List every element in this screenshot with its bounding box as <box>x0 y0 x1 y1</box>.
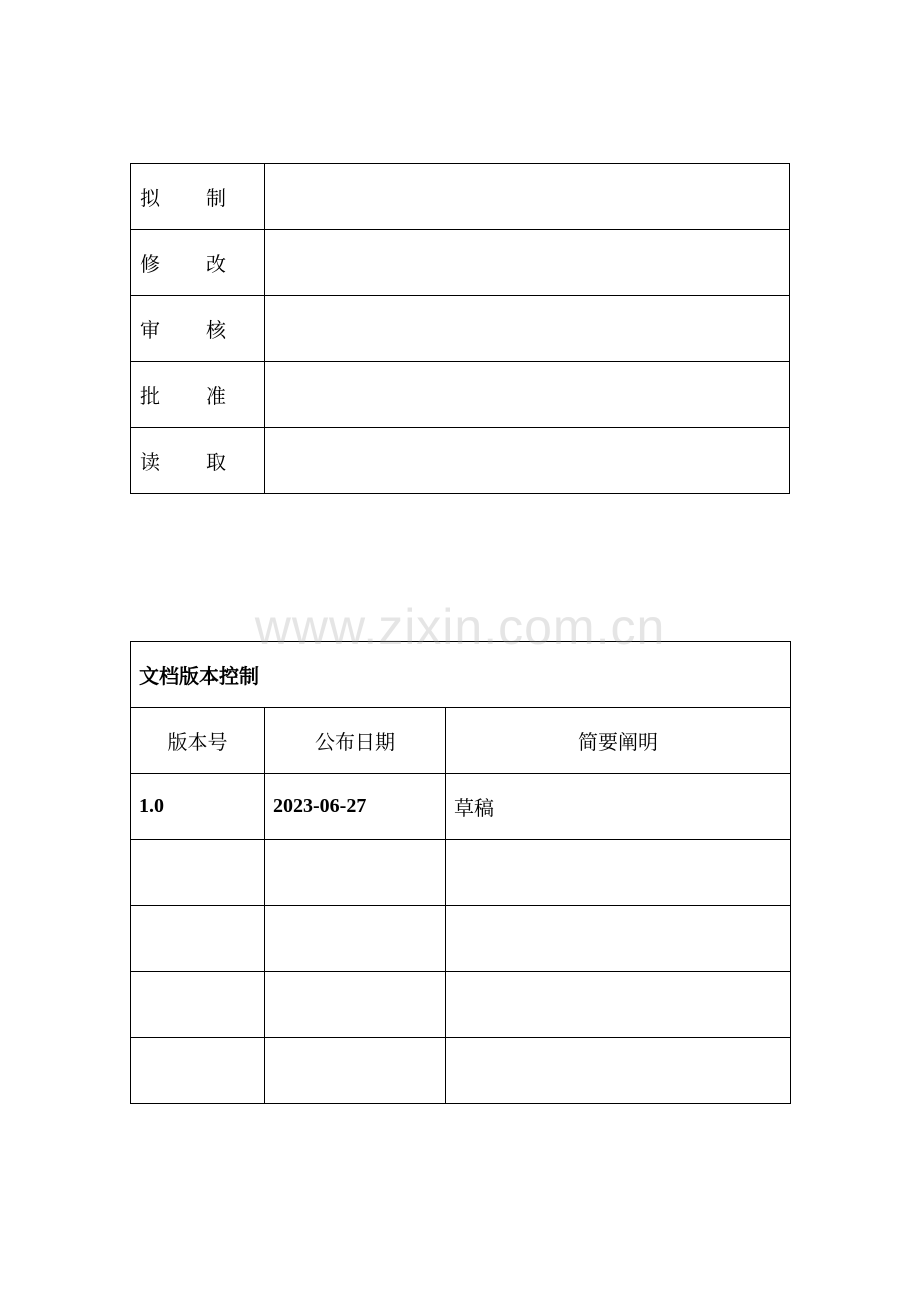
approval-table <box>130 163 790 494</box>
table-row <box>131 774 791 840</box>
role-value-cell <box>265 230 790 296</box>
version-cell <box>131 1038 265 1104</box>
watermark: www.zixin.com.cn <box>254 599 666 655</box>
role-label-cell <box>131 428 265 494</box>
version-table-title: 文档版本控制 <box>131 642 791 708</box>
header-date: 公布日期 <box>265 708 446 774</box>
date-cell <box>265 1038 446 1104</box>
role-value-cell <box>265 362 790 428</box>
role-value-cell <box>265 428 790 494</box>
approval-row <box>131 164 790 230</box>
approval-row <box>131 296 790 362</box>
version-table-title-row <box>131 642 791 708</box>
table-row <box>131 1038 791 1104</box>
role-char: 改 <box>206 252 226 276</box>
role-char: 审 <box>140 318 160 342</box>
table-row <box>131 840 791 906</box>
note-cell <box>446 972 791 1038</box>
note-cell: 草稿 <box>446 774 791 840</box>
version-table-header-row <box>131 708 791 774</box>
version-cell <box>131 906 265 972</box>
note-cell <box>446 1038 791 1104</box>
role-char: 制 <box>206 186 226 210</box>
date-cell: 2023-06-27 <box>265 774 446 840</box>
date-cell <box>265 906 446 972</box>
role-char: 拟 <box>140 186 160 210</box>
version-cell: 1.0 <box>131 774 265 840</box>
role-char: 取 <box>206 450 226 474</box>
header-version: 版本号 <box>131 708 265 774</box>
table-row <box>131 972 791 1038</box>
role-value-cell <box>265 164 790 230</box>
role-char: 核 <box>206 318 226 342</box>
role-label-cell <box>131 362 265 428</box>
role-label-cell <box>131 296 265 362</box>
date-cell <box>265 840 446 906</box>
role-char: 准 <box>206 384 226 408</box>
role-char: 批 <box>140 384 160 408</box>
role-char: 读 <box>140 450 160 474</box>
note-cell <box>446 906 791 972</box>
note-cell <box>446 840 791 906</box>
table-row <box>131 906 791 972</box>
date-cell <box>265 972 446 1038</box>
role-label-cell <box>131 164 265 230</box>
version-cell <box>131 972 265 1038</box>
role-value-cell <box>265 296 790 362</box>
approval-row <box>131 230 790 296</box>
role-char: 修 <box>140 252 160 276</box>
version-cell <box>131 840 265 906</box>
header-description: 简要阐明 <box>446 708 791 774</box>
approval-row <box>131 362 790 428</box>
version-control-table <box>130 641 791 1104</box>
role-label-cell <box>131 230 265 296</box>
approval-row <box>131 428 790 494</box>
